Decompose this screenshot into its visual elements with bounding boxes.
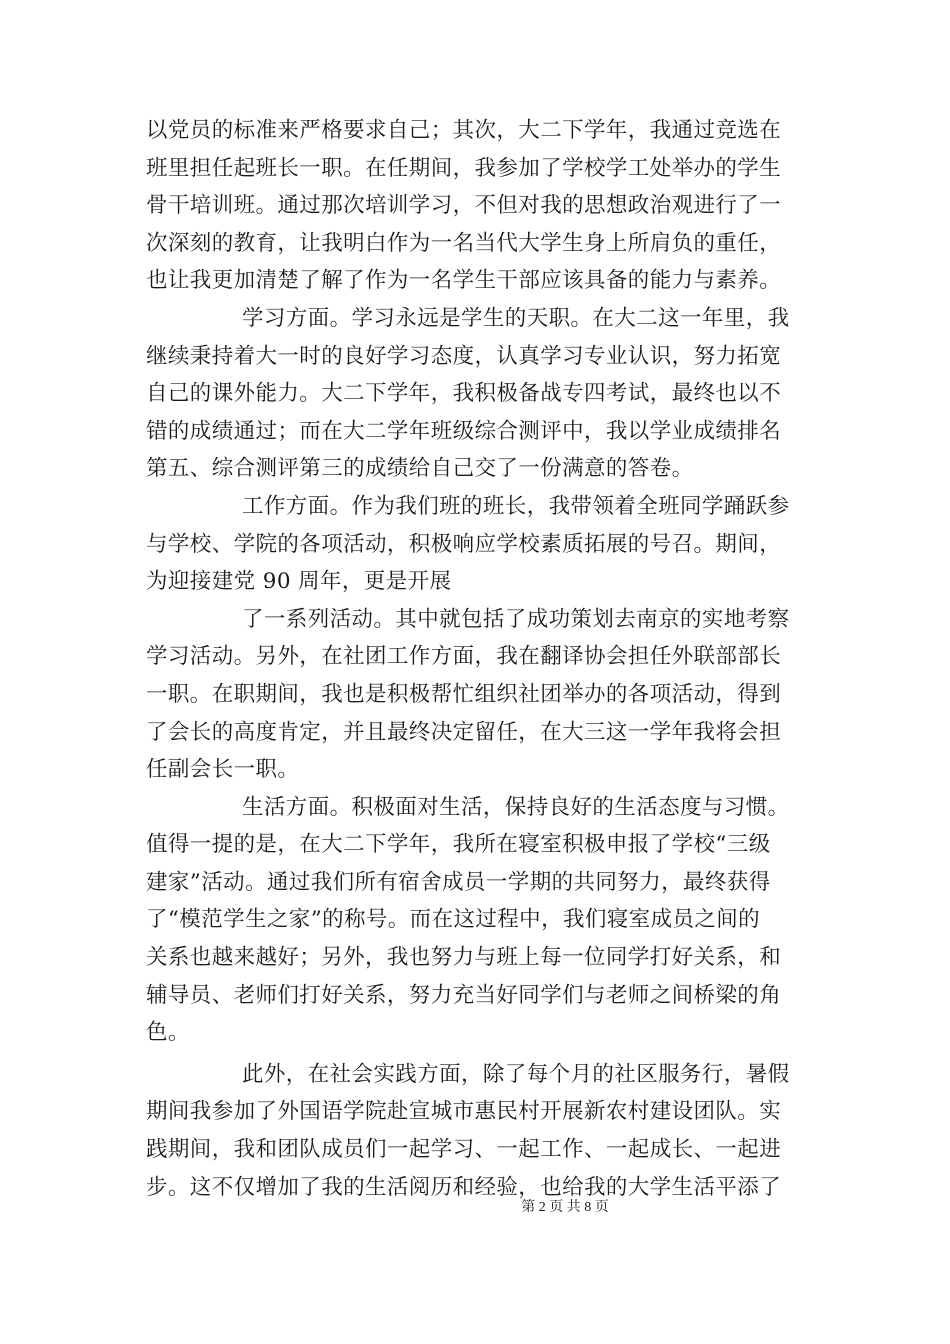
paragraph-life-first-line: 生活方面。积极面对生活，保持良好的生活态度与习惯。 xyxy=(242,794,790,820)
text-line: 任副会长一职。 xyxy=(146,757,300,783)
text-line: 期间我参加了外国语学院赴宣城市惠民村开展新农村建设团队。实 xyxy=(146,1099,782,1125)
text-line: 学习活动。另外，在社团工作方面，我在翻译协会担任外联部部长 xyxy=(146,644,782,670)
document-body xyxy=(146,112,806,1206)
text-line: 辅导员、老师们打好关系，努力充当好同学们与老师之间桥梁的角 xyxy=(146,982,782,1008)
paragraph-activities-first-line: 了一系列活动。其中就包括了成功策划去南京的实地考察 xyxy=(242,606,790,632)
text-line: 步。这不仅增加了我的生活阅历和经验，也给我的大学生活平添了 xyxy=(146,1174,782,1200)
paragraph-practice-first-line: 此外，在社会实践方面，除了每个月的社区服务行，暑假 xyxy=(242,1061,790,1087)
paragraph-study-first-line: 学习方面。学习永远是学生的天职。在大二这一年里，我 xyxy=(242,305,790,331)
text-line: 一职。在职期间，我也是积极帮忙组织社团举办的各项活动，得到 xyxy=(146,681,782,707)
paragraph-work-first-line: 工作方面。作为我们班的班长，我带领着全班同学踊跃参 xyxy=(242,493,790,519)
text-line: 以党员的标准来严格要求自己；其次，大二下学年，我通过竞选在 xyxy=(146,118,782,143)
text-line: 继续秉持着大一时的良好学习态度，认真学习专业认识，努力拓宽 xyxy=(146,343,782,369)
text-line: 为迎接建党 90 周年，更是开展 xyxy=(146,569,452,595)
page-footer xyxy=(0,1198,950,1218)
text-line: 色。 xyxy=(146,1020,190,1046)
text-line: 次深刻的教育，让我明白作为一名当代大学生身上所肩负的重任， xyxy=(146,230,782,256)
text-line: 错的成绩通过；而在大二学年班级综合测评中，我以学业成绩排名 xyxy=(146,418,782,444)
text-line: 也让我更加清楚了解了作为一名学生干部应该具备的能力与素养。 xyxy=(146,268,782,294)
text-line: 关系也越来越好；另外，我也努力与班上每一位同学打好关系，和 xyxy=(146,945,782,971)
text-line: 了“模范学生之家”的称号。而在这过程中，我们寝室成员之间的 xyxy=(146,907,761,933)
text-line: 建家”活动。通过我们所有宿舍成员一学期的共同努力，最终获得 xyxy=(146,869,771,895)
text-line: 与学校、学院的各项活动，积极响应学校素质拓展的号召。期间， xyxy=(146,531,782,557)
page-number-label: 第 2 页 共 8 页 xyxy=(521,1200,609,1215)
text-line: 班里担任起班长一职。在任期间，我参加了学校学工处举办的学生 xyxy=(146,155,782,181)
text-line: 了会长的高度肯定，并且最终决定留任，在大三这一学年我将会担 xyxy=(146,719,782,745)
text-line: 值得一提的是，在大二下学年，我所在寝室积极申报了学校“三级 xyxy=(146,832,771,858)
text-line: 骨干培训班。通过那次培训学习，不但对我的思想政治观进行了一 xyxy=(146,193,782,219)
text-line: 第五、综合测评第三的成绩给自己交了一份满意的答卷。 xyxy=(146,456,694,482)
text-line: 践期间，我和团队成员们一起学习、一起工作、一起成长、一起进 xyxy=(146,1137,782,1163)
text-line: 自己的课外能力。大二下学年，我积极备战专四考试，最终也以不 xyxy=(146,381,782,407)
